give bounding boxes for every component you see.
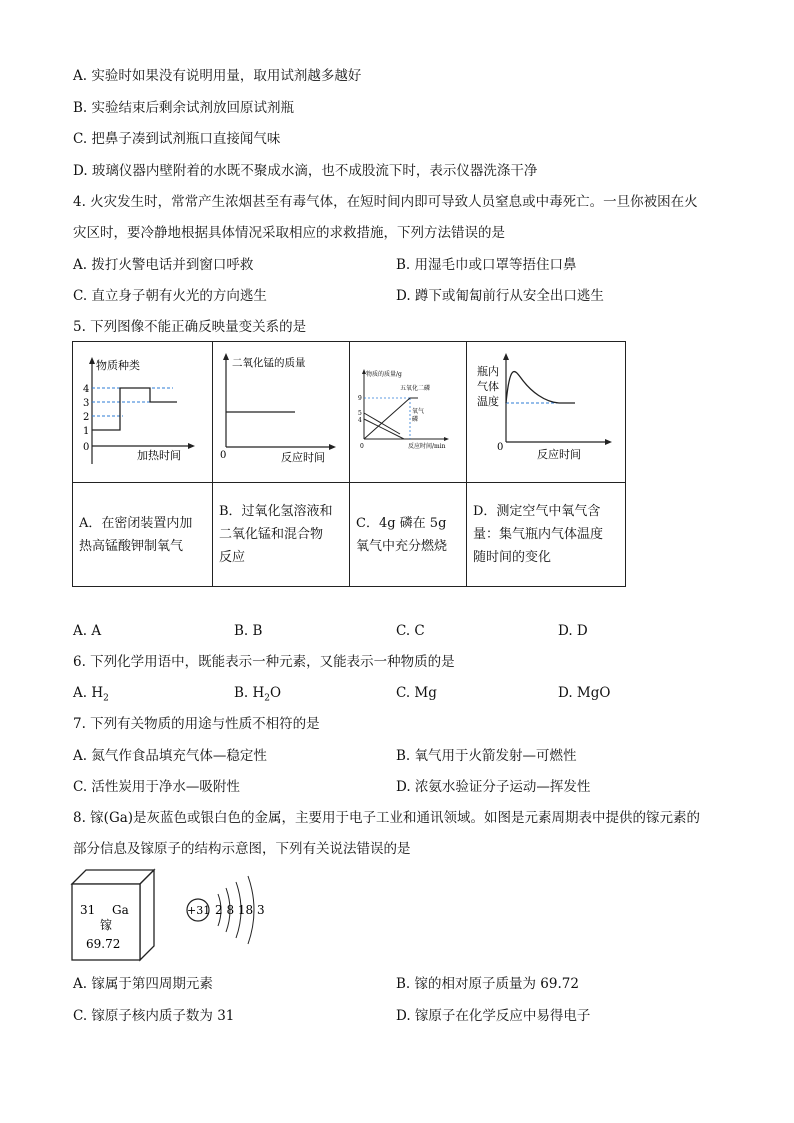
desc-a: [73, 483, 213, 587]
q4-option-a[interactable]: A. 拨打火警电话并到窗口呼救: [73, 257, 254, 273]
q8-option-c[interactable]: C. 镓原子核内质子数为 31: [73, 1008, 235, 1024]
q8-stem-line1: 8. 镓(Ga)是灰蓝色或银白色的金属，主要用于电子工业和通讯领域。如图是元素周期表中提供的镓元素的: [73, 810, 701, 826]
q5-answer-a[interactable]: A. A: [73, 623, 102, 639]
graph-a: [73, 342, 212, 478]
graph-c: [350, 342, 466, 478]
element-number: 31: [80, 903, 96, 917]
q8-option-b[interactable]: B. 镓的相对原子质量为 69.72: [396, 976, 579, 992]
q6-option-c[interactable]: C. Mg: [396, 685, 437, 701]
desc-c-line1: C．4g 磷在 5g: [356, 515, 447, 531]
element-mass: 69.72: [86, 937, 121, 951]
graph-d-ylabel2: 气体: [477, 380, 499, 393]
q3-option-c[interactable]: C. 把鼻子凑到试剂瓶口直接闻气味: [73, 131, 281, 147]
q6-option-b-post: O: [270, 685, 282, 701]
element-symbol: Ga: [112, 903, 129, 917]
q4-option-b[interactable]: B. 用湿毛巾或口罩等捂住口鼻: [396, 257, 577, 273]
desc-c: [350, 483, 467, 587]
q7-option-c[interactable]: C. 活性炭用于净水—吸附性: [73, 779, 240, 795]
q7-option-a[interactable]: A. 氮气作食品填充气体—稳定性: [73, 748, 267, 764]
graph-b-origin: 0: [220, 450, 227, 461]
graph-d-origin: 0: [497, 442, 504, 453]
graph-a-xlabel: 加热时间: [137, 449, 181, 462]
q5-answer-d[interactable]: D. D: [558, 623, 588, 639]
q4-option-c[interactable]: C. 直立身子朝有火光的方向逃生: [73, 288, 267, 304]
atom-shells: 2 8 18 3: [215, 903, 265, 917]
q3-option-a[interactable]: A. 实验时如果没有说明用量，取用试剂越多越好: [73, 68, 362, 84]
desc-a-line1: A．在密闭装置内加: [79, 515, 193, 531]
desc-b-line2: 二氧化锰和混合物: [219, 527, 324, 542]
q6-option-b-text: B. H: [234, 685, 265, 701]
graph-a-cell: [73, 342, 213, 483]
graph-b-xlabel: 反应时间: [281, 451, 325, 464]
element-name: 镓: [100, 918, 113, 932]
graph-d-xlabel: 反应时间: [537, 448, 581, 461]
desc-c-line2: 氧气中充分燃烧: [356, 538, 448, 554]
q6-option-a-sub: 2: [103, 693, 109, 704]
q8-stem-line2: 部分信息及镓原子的结构示意图，下列有关说法错误的是: [73, 841, 411, 857]
q5-answer-b[interactable]: B. B: [234, 623, 263, 639]
q5-graph-table: [72, 341, 626, 587]
graph-a-tick-3: 3: [83, 398, 90, 409]
desc-b-line1: B．过氧化氢溶液和: [219, 504, 333, 519]
q3-option-b[interactable]: B. 实验结束后剩余试剂放回原试剂瓶: [73, 100, 295, 116]
graph-a-tick-4: 4: [83, 384, 90, 395]
graph-b-ylabel: 二氧化锰的质量: [232, 357, 306, 369]
q4-stem-line2: 灾区时，要冷静地根据具体情况采取相应的求救措施，下列方法错误的是: [73, 225, 505, 241]
graph-c-ylabel: 物质的质量/g: [366, 371, 402, 378]
q8-option-a[interactable]: A. 镓属于第四周期元素: [73, 976, 213, 992]
atom-nucleus: +31: [187, 904, 211, 917]
graph-c-origin: 0: [360, 443, 364, 450]
graph-a-tick-1: 1: [83, 426, 90, 437]
graph-c-curve2a: 氧气: [412, 408, 425, 415]
q5-answer-c[interactable]: C. C: [396, 623, 425, 639]
q5-stem: 5. 下列图像不能正确反映量变关系的是: [73, 319, 307, 335]
graph-c-curve2b: 磷: [412, 416, 419, 423]
graph-a-ylabel: 物质种类: [96, 359, 140, 372]
graph-c-tick9: 9: [358, 395, 362, 402]
q6-option-b-sub: 2: [264, 693, 271, 704]
graph-a-tick-2: 2: [83, 412, 90, 423]
desc-d: [467, 483, 626, 587]
q6-option-a-text: A. H: [73, 685, 104, 701]
q6-option-d[interactable]: D. MgO: [558, 685, 611, 701]
desc-b-line3: 反应: [219, 550, 246, 565]
graph-c-tick5: 5: [358, 410, 362, 417]
desc-d-line1: D．测定空气中氧气含: [473, 504, 601, 519]
gallium-figure: [70, 868, 290, 964]
q4-option-d[interactable]: D. 蹲下或匍匐前行从安全出口逃生: [396, 288, 604, 304]
graph-c-tick4: 4: [358, 417, 362, 424]
graph-b-cell: [213, 342, 350, 483]
graph-d-ylabel3: 温度: [477, 395, 499, 408]
graph-d: [467, 342, 625, 478]
q6-option-b[interactable]: [234, 684, 281, 708]
q7-option-d[interactable]: D. 浓氨水验证分子运动—挥发性: [396, 779, 591, 795]
graph-d-ylabel1: 瓶内: [477, 365, 499, 378]
graph-c-curve1: 五氧化二磷: [400, 385, 431, 392]
q7-stem: 7. 下列有关物质的用途与性质不相符的是: [73, 716, 320, 732]
desc-a-line2: 热高锰酸钾制氧气: [79, 538, 184, 554]
desc-b: [213, 483, 350, 587]
graph-c-cell: [350, 342, 467, 483]
q6-stem: 6. 下列化学用语中，既能表示一种元素，又能表示一种物质的是: [73, 654, 455, 670]
graph-b: [213, 342, 349, 478]
graph-c-xlabel: 反应时间/min: [408, 443, 446, 450]
q4-stem-line1: 4. 火灾发生时，常常产生浓烟甚至有毒气体，在短时间内即可导致人员窒息或中毒死亡。一旦你被困在火: [73, 194, 698, 210]
desc-d-line3: 随时间的变化: [473, 550, 552, 565]
q3-option-d[interactable]: D. 玻璃仪器内壁附着的水既不聚成水滴，也不成股流下时，表示仪器洗涤干净: [73, 163, 538, 179]
graph-d-cell: [467, 342, 626, 483]
graph-a-tick-0: 0: [83, 442, 90, 453]
q6-option-a[interactable]: [73, 684, 109, 708]
desc-d-line2: 量：集气瓶内气体温度: [473, 527, 604, 542]
q8-option-d[interactable]: D. 镓原子在化学反应中易得电子: [396, 1008, 591, 1024]
q7-option-b[interactable]: B. 氧气用于火箭发射—可燃性: [396, 748, 577, 764]
